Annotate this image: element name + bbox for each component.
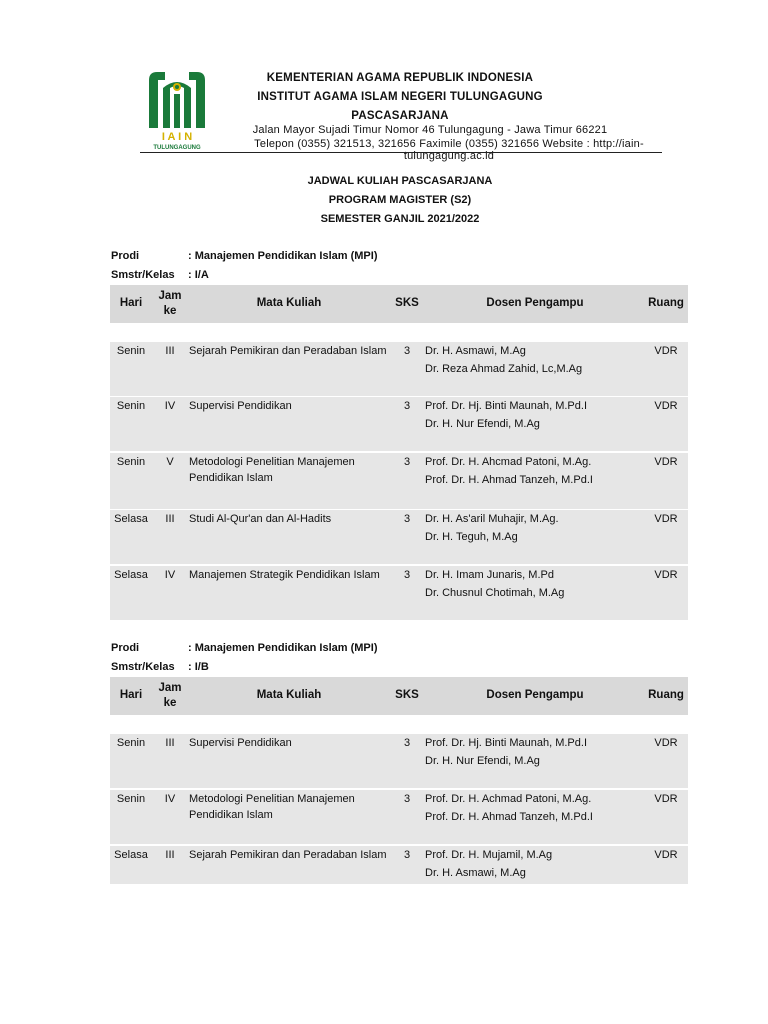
cell-ruang: VDR (654, 513, 678, 525)
header-contact: Telepon (0355) 321513, 321656 Faximile (0355) 321656 Website : http://iain-tulungagung.ac.id (254, 138, 644, 162)
cell-mata-kuliah: Metodologi Penelitian Manajemen (189, 456, 355, 468)
cell-mata-kuliah: Studi Al-Qur'an dan Al-Hadits (189, 513, 332, 525)
cell-jam: IV (164, 400, 176, 412)
cell-jam: III (165, 345, 175, 357)
cell-dosen-2: Dr. Reza Ahmad Zahid, Lc,M.Ag (425, 363, 583, 375)
col-hari: Hari (119, 689, 143, 701)
cell-mata-kuliah-line2: Pendidikan Islam (189, 472, 273, 484)
col-mata-kuliah: Mata Kuliah (256, 689, 322, 701)
header-institute: INSTITUT AGAMA ISLAM NEGERI TULUNGAGUNG (257, 91, 543, 103)
cell-sks: 3 (403, 849, 411, 861)
cell-jam: III (165, 513, 175, 525)
header-address: Jalan Mayor Sujadi Timur Nomor 46 Tulungagung - Jawa Timur 66221 (252, 124, 608, 136)
cell-ruang: VDR (654, 569, 678, 581)
cell-dosen-2: Dr. H. Teguh, M.Ag (425, 531, 518, 543)
cell-ruang: VDR (654, 793, 678, 805)
cell-mata-kuliah: Supervisi Pendidikan (189, 400, 292, 412)
cell-dosen-1: Prof. Dr. H. Mujamil, M.Ag (425, 849, 553, 861)
col-jam-ke: ke (163, 305, 177, 317)
cell-sks: 3 (403, 513, 411, 525)
cell-hari: Senin (116, 345, 146, 357)
cell-hari: Senin (116, 400, 146, 412)
cell-dosen-2: Dr. H. Nur Efendi, M.Ag (425, 755, 540, 767)
cell-sks: 3 (403, 400, 411, 412)
cell-ruang: VDR (654, 400, 678, 412)
col-jam: Jam (158, 290, 182, 302)
kelas-label: Smstr/Kelas (111, 661, 175, 673)
col-mata-kuliah: Mata Kuliah (256, 297, 322, 309)
cell-hari: Selasa (114, 569, 148, 581)
col-sks: SKS (395, 297, 419, 309)
cell-ruang: VDR (654, 737, 678, 749)
cell-sks: 3 (403, 345, 411, 357)
prodi-value: : Manajemen Pendidikan Islam (MPI) (188, 250, 378, 262)
logo-subtext: TULUNGAGUNG (153, 145, 201, 151)
cell-mata-kuliah: Sejarah Pemikiran dan Peradaban Islam (189, 849, 387, 861)
cell-dosen-2: Prof. Dr. H. Ahmad Tanzeh, M.Pd.I (425, 474, 593, 486)
cell-sks: 3 (403, 456, 411, 468)
cell-dosen-2: Dr. H. Nur Efendi, M.Ag (425, 418, 540, 430)
doc-title: JADWAL KULIAH PASCASARJANA (307, 175, 493, 187)
cell-mata-kuliah: Supervisi Pendidikan (189, 737, 292, 749)
cell-ruang: VDR (654, 849, 678, 861)
cell-hari: Senin (116, 456, 146, 468)
cell-sks: 3 (403, 793, 411, 805)
header-divider (140, 152, 662, 153)
cell-mata-kuliah: Manajemen Strategik Pendidikan Islam (189, 569, 380, 581)
kelas-value: : I/B (188, 661, 209, 673)
cell-sks: 3 (403, 737, 411, 749)
cell-jam: IV (164, 793, 176, 805)
cell-mata-kuliah-line2: Pendidikan Islam (189, 809, 273, 821)
kelas-label: Smstr/Kelas (111, 269, 175, 281)
prodi-value: : Manajemen Pendidikan Islam (MPI) (188, 642, 378, 654)
logo-text: I A I N (161, 131, 193, 143)
cell-ruang: VDR (654, 345, 678, 357)
cell-hari: Senin (116, 793, 146, 805)
cell-jam: V (166, 456, 174, 468)
header-faculty: PASCASARJANA (351, 110, 449, 122)
cell-mata-kuliah: Metodologi Penelitian Manajemen (189, 793, 355, 805)
cell-jam: IV (164, 569, 176, 581)
cell-dosen-2: Dr. H. Asmawi, M.Ag (425, 867, 526, 879)
cell-mata-kuliah: Sejarah Pemikiran dan Peradaban Islam (189, 345, 387, 357)
col-hari: Hari (119, 297, 143, 309)
cell-sks: 3 (403, 569, 411, 581)
cell-ruang: VDR (654, 456, 678, 468)
cell-hari: Senin (116, 737, 146, 749)
prodi-label: Prodi (111, 642, 140, 654)
cell-jam: III (165, 737, 175, 749)
cell-dosen-1: Dr. H. Imam Junaris, M.Pd (425, 569, 554, 581)
cell-jam: III (165, 849, 175, 861)
kelas-value: : I/A (188, 269, 209, 281)
doc-semester: SEMESTER GANJIL 2021/2022 (320, 213, 480, 225)
cell-dosen-2: Prof. Dr. H. Ahmad Tanzeh, M.Pd.I (425, 811, 593, 823)
cell-dosen-1: Prof. Dr. Hj. Binti Maunah, M.Pd.I (425, 737, 588, 749)
cell-hari: Selasa (114, 513, 148, 525)
cell-dosen-1: Prof. Dr. Hj. Binti Maunah, M.Pd.I (425, 400, 588, 412)
cell-hari: Selasa (114, 849, 148, 861)
col-ruang: Ruang (648, 689, 684, 701)
prodi-label: Prodi (111, 250, 140, 262)
header-ministry: KEMENTERIAN AGAMA REPUBLIK INDONESIA (266, 72, 534, 84)
cell-dosen-1: Prof. Dr. H. Ahcmad Patoni, M.Ag. (425, 456, 592, 468)
col-sks: SKS (395, 689, 419, 701)
cell-dosen-1: Dr. H. Asmawi, M.Ag (425, 345, 526, 357)
cell-dosen-1: Prof. Dr. H. Achmad Patoni, M.Ag. (425, 793, 592, 805)
cell-dosen-1: Dr. H. As'aril Muhajir, M.Ag. (425, 513, 559, 525)
cell-dosen-2: Dr. Chusnul Chotimah, M.Ag (425, 587, 565, 599)
col-dosen: Dosen Pengampu (486, 689, 584, 701)
col-ruang: Ruang (648, 297, 684, 309)
col-dosen: Dosen Pengampu (486, 297, 584, 309)
col-jam-ke: ke (163, 697, 177, 709)
col-jam: Jam (158, 682, 182, 694)
doc-program: PROGRAM MAGISTER (S2) (328, 194, 472, 206)
